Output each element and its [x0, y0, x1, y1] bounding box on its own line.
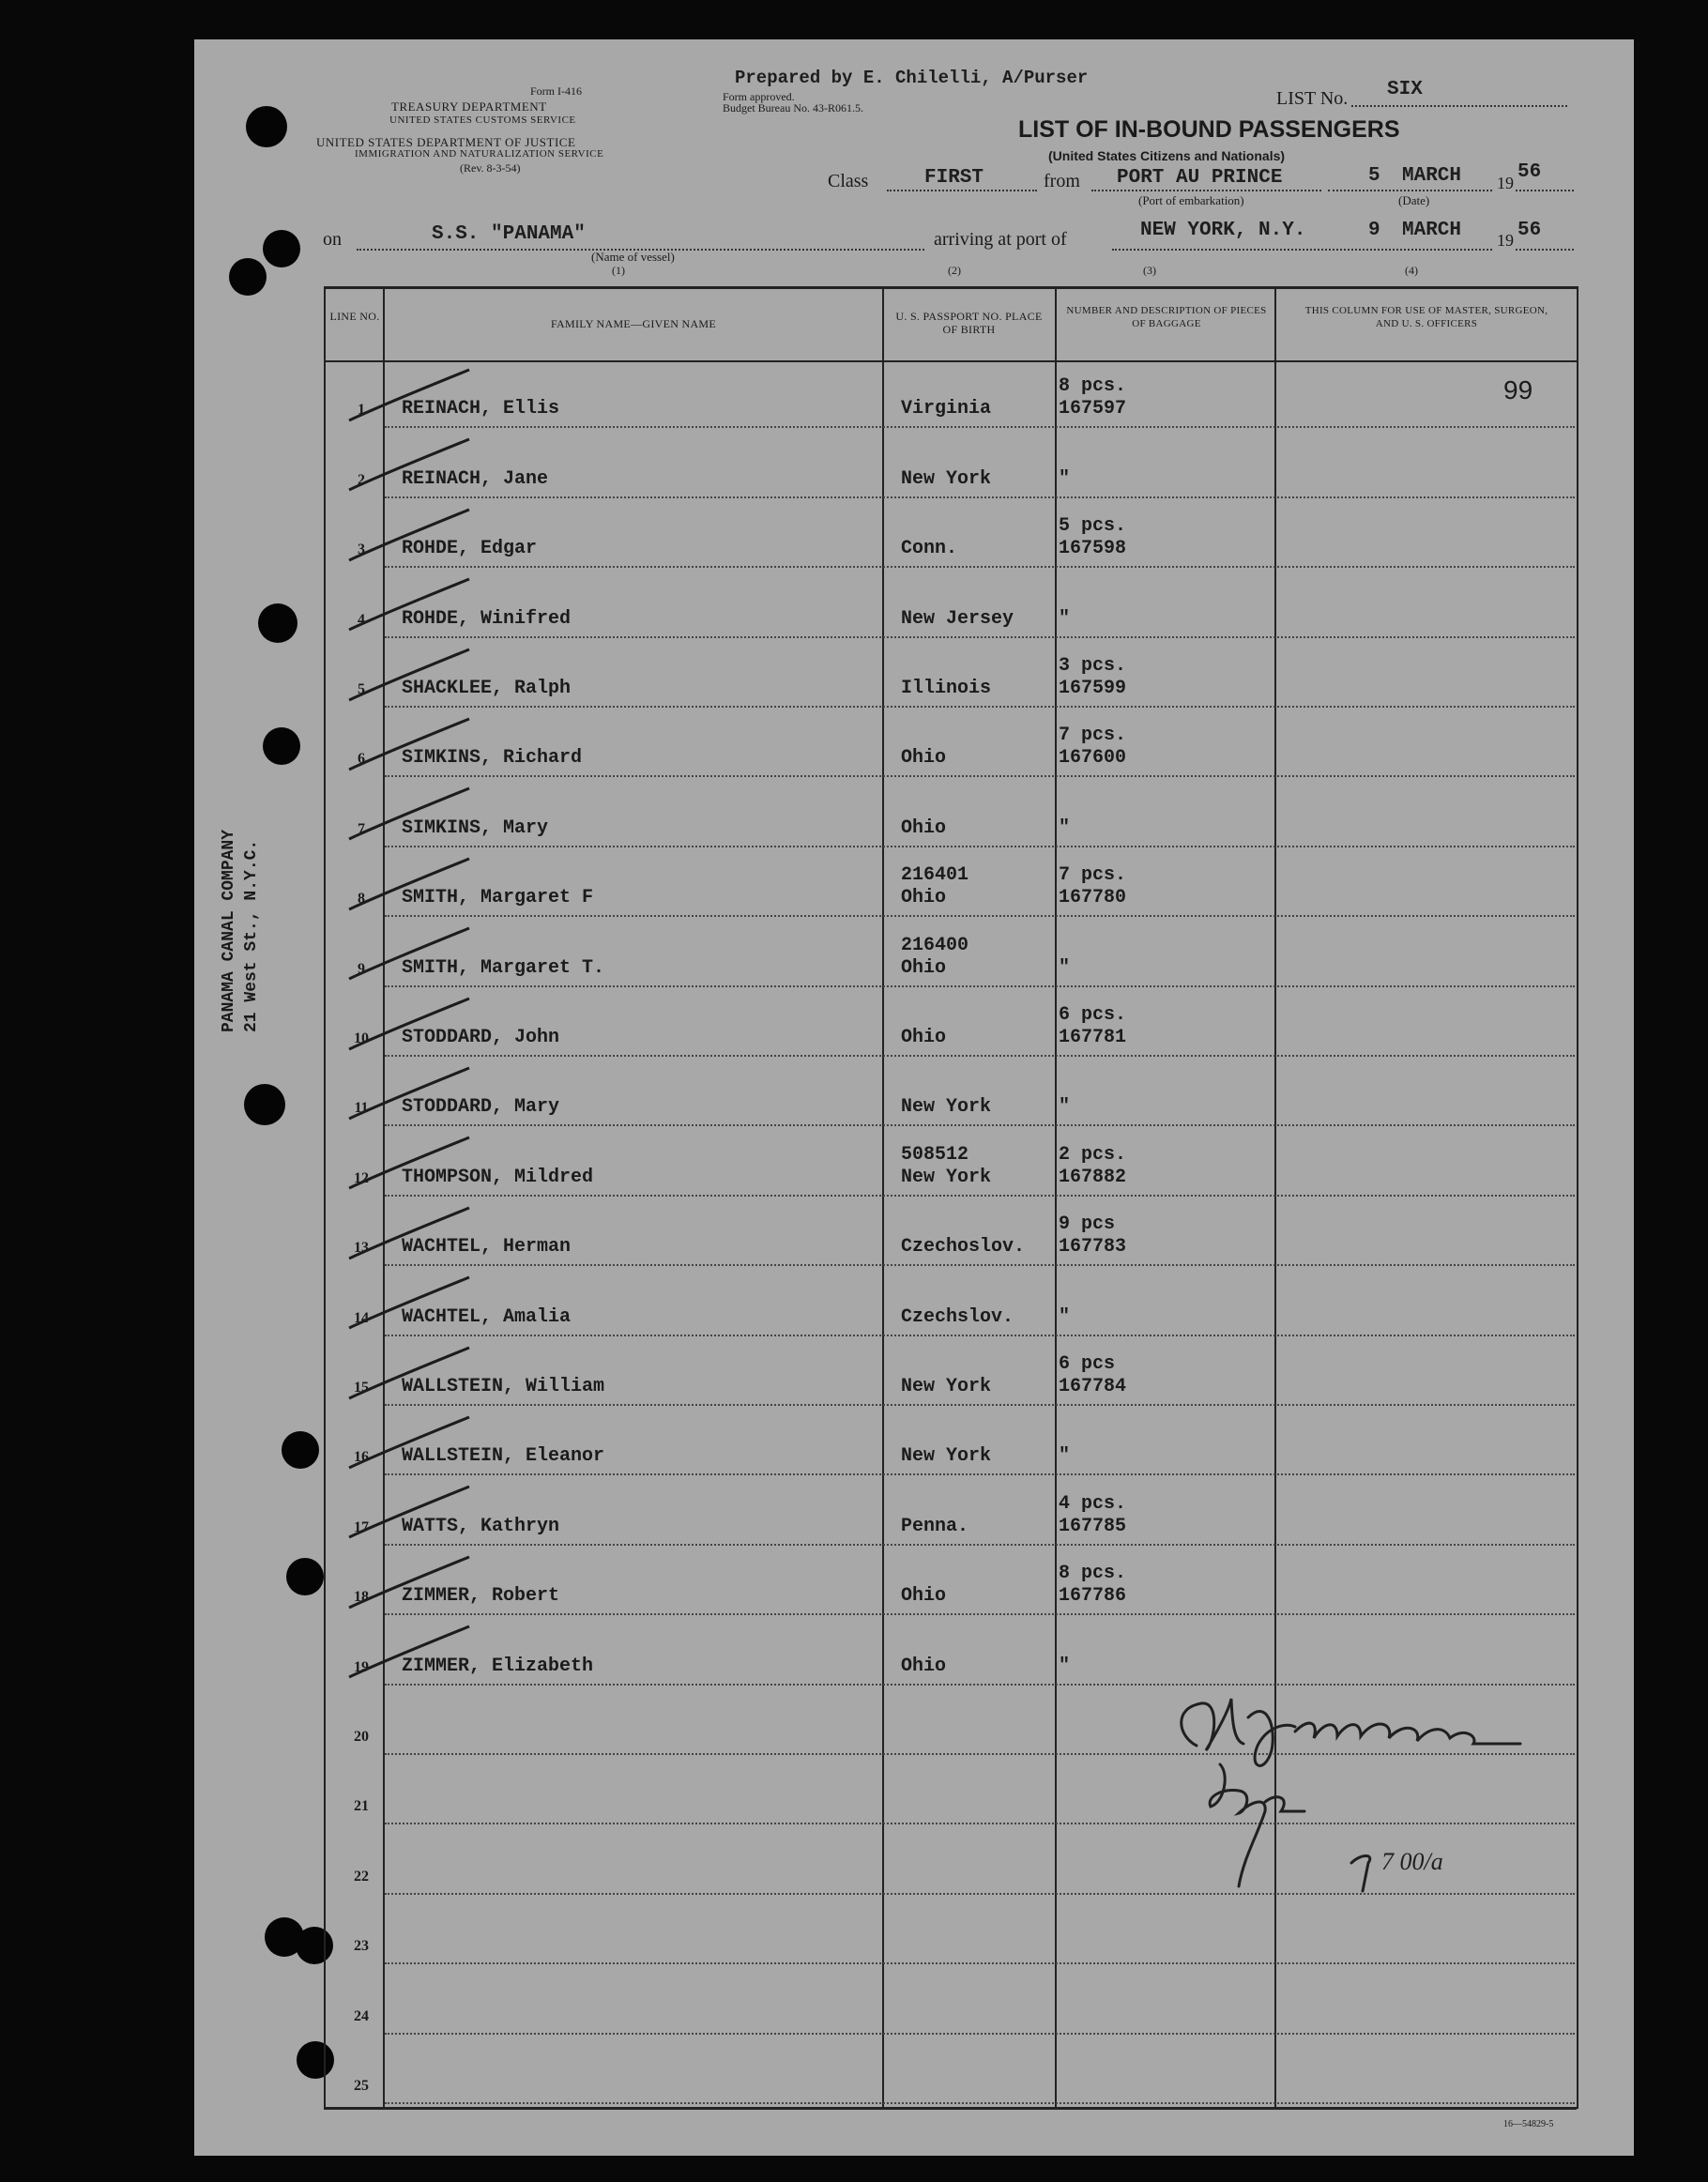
place-of-birth: Conn. [901, 538, 958, 560]
check-mark-icon [345, 921, 496, 986]
line-number: 24 [354, 2007, 369, 2024]
form-approved: Form approved. [723, 90, 795, 103]
baggage-pieces: 8 pcs. [1059, 1563, 1127, 1585]
place-of-birth: New York [901, 467, 992, 490]
side-stamp-address: 21 West St., N.Y.C. [242, 839, 261, 1032]
punch-hole [258, 603, 297, 643]
page-title: LIST OF IN-BOUND PASSENGERS [1018, 116, 1400, 143]
year-prefix: 19 [1497, 174, 1514, 192]
baggage-tag: 167599 [1059, 678, 1127, 699]
place-of-birth: Ohio [901, 747, 947, 770]
line-number: 17 [354, 1518, 369, 1535]
baggage-pieces: 6 pcs [1059, 1353, 1116, 1375]
baggage-tag: 167780 [1059, 887, 1127, 909]
list-number: SIX [1387, 79, 1423, 100]
arrival-month: MARCH [1402, 220, 1462, 241]
place-of-birth: Ohio [901, 956, 947, 979]
list-no-label: LIST No. [1276, 88, 1349, 109]
line-number: 12 [354, 1169, 369, 1186]
from-label: from [1044, 171, 1080, 191]
passport-number: 216401 [901, 864, 969, 887]
passenger-name: WACHTEL, Amalia [402, 1305, 572, 1328]
check-mark-icon [345, 1060, 496, 1126]
line-number: 23 [354, 1938, 369, 1955]
line-number: 25 [354, 2078, 369, 2094]
signature-text [1192, 1689, 1196, 1690]
place-of-birth: New York [901, 1096, 992, 1119]
place-of-birth: Ohio [901, 816, 947, 839]
baggage-tag: " [1059, 956, 1071, 979]
line-number: 21 [354, 1798, 369, 1815]
signature-title [1220, 1783, 1222, 1784]
check-mark-icon [345, 991, 496, 1057]
check-mark-icon [345, 711, 496, 777]
embarkation-port: PORT AU PRINCE [1117, 167, 1283, 189]
place-of-birth: New Jersey [901, 607, 1014, 630]
baggage-tag: 167882 [1059, 1166, 1127, 1188]
check-mark-icon [345, 362, 496, 428]
on-label: on [323, 229, 342, 250]
revision-label: (Rev. 8-3-54) [460, 161, 521, 175]
baggage-tag: 167785 [1059, 1515, 1127, 1537]
baggage-pieces: 7 pcs. [1059, 725, 1127, 747]
header-passport: U. S. PASSPORT NO. PLACE OF BIRTH [895, 310, 1043, 336]
place-of-birth: Czechslov. [901, 1305, 1014, 1328]
baggage-pieces: 8 pcs. [1059, 375, 1127, 398]
treasury-label: TREASURY DEPARTMENT [391, 99, 547, 114]
line-number: 3 [358, 542, 365, 558]
check-mark-icon [345, 1130, 496, 1196]
passenger-name: ZIMMER, Robert [402, 1585, 560, 1608]
passenger-name: WALLSTEIN, William [402, 1376, 605, 1397]
place-of-birth: New York [901, 1445, 992, 1468]
arriving-label: arriving at port of [934, 229, 1067, 250]
col-num-3: (3) [1143, 264, 1156, 277]
baggage-pieces: 4 pcs. [1059, 1492, 1127, 1515]
col-num-2: (2) [948, 264, 961, 277]
line-number: 11 [354, 1100, 369, 1117]
footer-code: 16—54829-5 [1503, 2119, 1554, 2129]
line-number: 13 [354, 1240, 369, 1257]
line-number: 1 [358, 402, 365, 419]
header-officers: THIS COLUMN FOR USE OF MASTER, SURGEON, AND U. S. OFFICERS [1304, 305, 1548, 329]
line-number: 8 [358, 891, 365, 908]
passenger-name: ZIMMER, Elizabeth [402, 1655, 594, 1677]
passenger-name: SIMKINS, Richard [402, 747, 583, 770]
punch-hole [282, 1431, 319, 1469]
line-number: 22 [354, 1868, 369, 1884]
embarkation-month: MARCH [1402, 165, 1462, 187]
check-mark-icon [345, 502, 496, 568]
line-number: 16 [354, 1449, 369, 1466]
check-mark-icon [345, 1200, 496, 1266]
baggage-pieces: 6 pcs. [1059, 1004, 1127, 1026]
baggage-tag: 167783 [1059, 1236, 1127, 1259]
baggage-pieces: 2 pcs. [1059, 1143, 1127, 1166]
budget-bureau: Budget Bureau No. 43-R061.5. [723, 101, 863, 114]
baggage-pieces: 9 pcs [1059, 1213, 1116, 1236]
year-prefix: 19 [1497, 231, 1514, 250]
baggage-tag: 167597 [1059, 398, 1127, 420]
inspector-signature [1164, 1671, 1539, 1915]
check-mark-icon [345, 1410, 496, 1475]
place-of-birth: Virginia [901, 398, 992, 420]
line-number: 14 [354, 1309, 369, 1326]
embarkation-year: 56 [1517, 161, 1542, 183]
check-mark-icon [345, 432, 496, 497]
punch-hole [244, 1084, 285, 1125]
place-of-birth: Ohio [901, 1585, 947, 1608]
passenger-name: ROHDE, Edgar [402, 538, 538, 560]
line-number: 15 [354, 1380, 369, 1396]
class-value: FIRST [924, 167, 984, 189]
arrival-year: 56 [1517, 220, 1542, 241]
place-of-birth: Ohio [901, 887, 947, 909]
passenger-name: THOMPSON, Mildred [402, 1166, 594, 1188]
baggage-tag: " [1059, 607, 1071, 630]
baggage-tag: " [1059, 1096, 1071, 1119]
line-number: 2 [358, 471, 365, 488]
baggage-pieces: 7 pcs. [1059, 864, 1127, 887]
baggage-tag: " [1059, 1445, 1071, 1468]
line-number: 4 [358, 611, 365, 628]
passport-number: 508512 [901, 1143, 969, 1166]
passenger-name: SHACKLEE, Ralph [402, 678, 572, 699]
check-mark-icon [345, 1619, 496, 1685]
side-stamp-company: PANAMA CANAL COMPANY [220, 829, 238, 1032]
place-of-birth: New York [901, 1376, 992, 1397]
col-num-1: (1) [612, 264, 625, 277]
passenger-name: STODDARD, Mary [402, 1096, 560, 1119]
header-baggage: NUMBER AND DESCRIPTION OF PIECES OF BAGGAGE [1066, 305, 1267, 329]
line-number: 20 [354, 1729, 369, 1745]
passenger-name: ROHDE, Winifred [402, 607, 572, 630]
line-number: 7 [358, 820, 365, 837]
passenger-name: REINACH, Jane [402, 467, 549, 490]
line-number: 19 [354, 1658, 369, 1675]
baggage-pieces: 3 pcs. [1059, 655, 1127, 677]
place-of-birth: Ohio [901, 1027, 947, 1048]
baggage-tag: " [1059, 1655, 1071, 1677]
punch-hole [296, 1927, 333, 1964]
baggage-tag: 167781 [1059, 1027, 1127, 1048]
passenger-name: WALLSTEIN, Eleanor [402, 1445, 605, 1468]
place-of-birth: Ohio [901, 1655, 947, 1677]
passenger-name: SMITH, Margaret F [402, 887, 594, 909]
passenger-name: STODDARD, John [402, 1027, 560, 1048]
baggage-tag: 167598 [1059, 538, 1127, 560]
line-number: 9 [358, 960, 365, 977]
signature-note: 7 00/a [1381, 1848, 1443, 1875]
vessel-caption: (Name of vessel) [591, 250, 675, 264]
form-number: Form I-416 [530, 84, 582, 98]
check-mark-icon [345, 781, 496, 847]
place-of-birth: Penna. [901, 1515, 969, 1537]
customs-label: UNITED STATES CUSTOMS SERVICE [389, 114, 576, 126]
header-name: FAMILY NAME—GIVEN NAME [550, 317, 717, 330]
baggage-tag: 167784 [1059, 1376, 1127, 1397]
punch-hole [263, 230, 300, 267]
passenger-name: WACHTEL, Herman [402, 1236, 572, 1259]
passport-number: 216400 [901, 934, 969, 956]
vessel-name: S.S. "PANAMA" [432, 223, 586, 245]
col-num-4: (4) [1405, 264, 1418, 277]
baggage-tag: " [1059, 1305, 1071, 1328]
arrival-day: 9 [1368, 220, 1380, 241]
baggage-pieces: 5 pcs. [1059, 515, 1127, 538]
officer-note: 99 [1503, 375, 1533, 405]
baggage-tag: " [1059, 467, 1071, 490]
check-mark-icon [345, 572, 496, 637]
check-mark-icon [345, 1340, 496, 1406]
date-caption: (Date) [1398, 193, 1430, 207]
check-mark-icon [345, 851, 496, 917]
punch-hole [297, 2041, 334, 2079]
punch-hole [286, 1558, 324, 1595]
passenger-name: REINACH, Ellis [402, 398, 560, 420]
check-mark-icon [345, 1479, 496, 1545]
passenger-name: SIMKINS, Mary [402, 816, 549, 839]
check-mark-icon [345, 1270, 496, 1335]
line-number: 18 [354, 1589, 369, 1606]
passenger-name: WATTS, Kathryn [402, 1515, 560, 1537]
ins-label: IMMIGRATION AND NATURALIZATION SERVICE [355, 148, 604, 160]
page-subtitle: (United States Citizens and Nationals) [1048, 148, 1286, 163]
embarkation-day: 5 [1368, 165, 1380, 187]
header-line-no: LINE NO. [329, 310, 380, 323]
line-number: 10 [354, 1030, 369, 1046]
baggage-tag: 167786 [1059, 1585, 1127, 1608]
place-of-birth: Czechoslov. [901, 1236, 1026, 1259]
justice-label: UNITED STATES DEPARTMENT OF JUSTICE [316, 135, 576, 149]
line-number: 5 [358, 681, 365, 697]
class-label: Class [828, 171, 869, 191]
check-mark-icon [345, 642, 496, 708]
line-number: 6 [358, 751, 365, 768]
port-caption: (Port of embarkation) [1138, 193, 1244, 207]
punch-hole [246, 106, 287, 147]
side-stamp [218, 830, 263, 1032]
check-mark-icon [345, 1549, 496, 1615]
baggage-tag: " [1059, 816, 1071, 839]
place-of-birth: Illinois [901, 678, 992, 699]
punch-hole [263, 727, 300, 765]
arrival-port: NEW YORK, N.Y. [1140, 220, 1306, 241]
prepared-by: Prepared by E. Chilelli, A/Purser [735, 68, 1089, 88]
baggage-tag: 167600 [1059, 747, 1127, 770]
passenger-name: SMITH, Margaret T. [402, 956, 605, 979]
place-of-birth: New York [901, 1166, 992, 1188]
punch-hole [229, 258, 267, 296]
